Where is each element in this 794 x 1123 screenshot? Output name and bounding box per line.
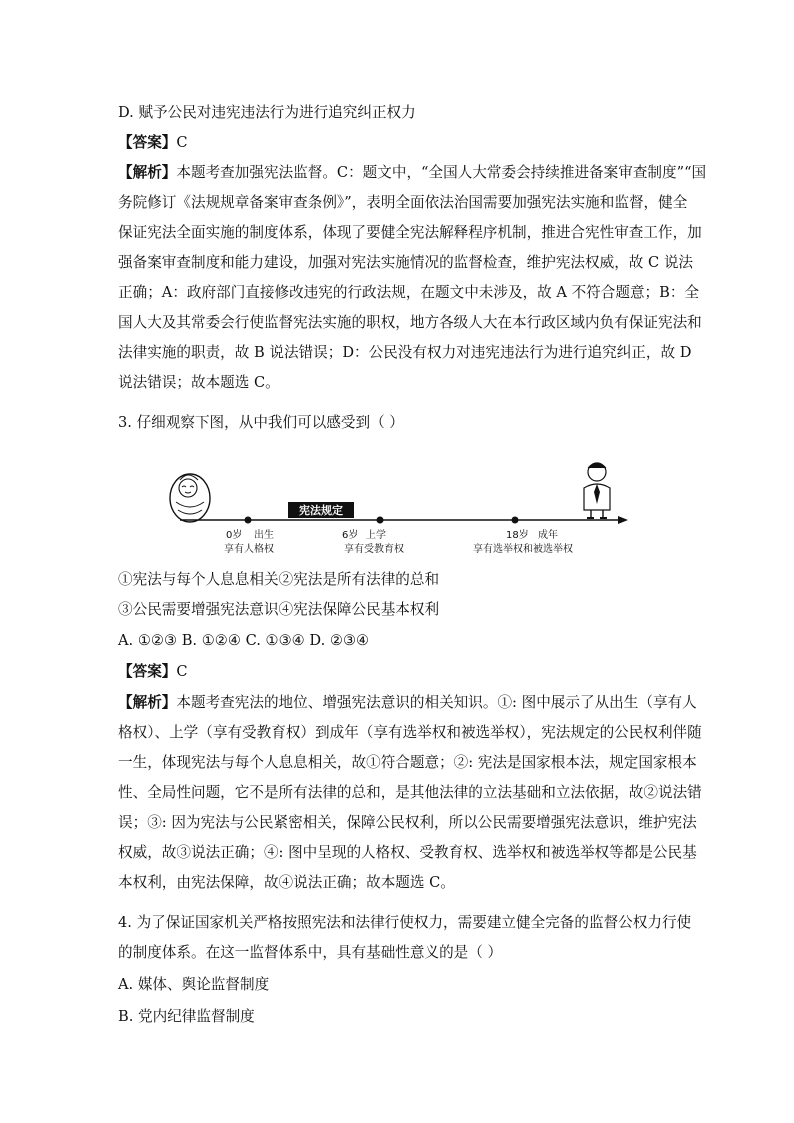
q3-analysis-line-6: 权威，故③说法正确；④: 图中呈现的人格权、受教育权、选举权和被选举权等都是公民基 [118, 844, 697, 861]
q3-analysis-line-3: 一生，体现宪法与每个人息息相关，故①符合题意；②: 宪法是国家根本法，规定国家根本 [118, 754, 697, 771]
q2-option-d: D. 赋予公民对违宪违法行为进行追究纠正权力 [118, 104, 416, 121]
analysis-text: 本题考查宪法的地位、增强宪法意识的相关知识。①: 图中展示了从出生（享有人 [176, 694, 697, 711]
q3-statements-1: ①宪法与每个人息息相关②宪法是所有法律的总和 [118, 571, 440, 588]
q2-analysis-line-5: 正确；A：政府部门直接修改违宪的行政法规，在题文中未涉及，故 A 不符合题意；B：全 [118, 284, 700, 301]
analysis-text: 本题考查加强宪法监督。C：题文中，“全国人大常委会持续推进备案审查制度”“国 [176, 164, 707, 181]
point-age: 18岁 [506, 530, 529, 541]
timeline-arrow [618, 516, 628, 524]
q3-answer [118, 662, 188, 682]
q2-analysis-line-2: 务院修订《法规规章备案审查条例》”，表明全面依法治国需要加强宪法实施和监督，健全 [118, 194, 688, 211]
point-event: 上学 [366, 530, 386, 541]
point-event: 出生 [254, 530, 274, 541]
q3-analysis-line-1 [118, 693, 697, 713]
q3-analysis-line-7: 本权利，由宪法保障，故④说法正确；故本题选 C。 [118, 874, 455, 891]
q2-analysis-line-1 [118, 163, 706, 183]
badge-label: 宪法规定 [299, 504, 343, 517]
adult-icon [584, 463, 610, 518]
q2-analysis-line-6: 国人大及其常委会行使监督宪法实施的职权，地方各级人大在本行政区域内负有保证宪法和 [118, 314, 702, 331]
baby-icon [170, 474, 210, 522]
point-right: 享有选举权和被选举权 [473, 544, 573, 555]
answer-tag: 【答案】 [118, 134, 177, 151]
q4-stem-line-2: 的制度体系。在这一监督体系中，具有基础性意义的是（ ） [118, 944, 503, 961]
timeline-figure [160, 458, 640, 568]
q2-analysis-line-8: 说法错误；故本题选 C。 [118, 374, 280, 391]
q3-analysis-line-4: 性、全局性问题，它不是所有法律的总和，是其他法律的立法基础和立法依据，故②说法错 [118, 784, 702, 801]
q3-options: A. ①②③ B. ①②④ C. ①③④ D. ②③④ [118, 632, 370, 649]
q3-stem: 3. 仔细观察下图，从中我们可以感受到（ ） [118, 414, 404, 431]
timeline-svg [160, 458, 640, 568]
timeline-dot-adult [512, 517, 519, 524]
analysis-tag: 【解析】 [118, 164, 177, 181]
answer-value: C [176, 663, 188, 680]
point-age: 0岁 [226, 530, 243, 541]
q2-analysis-line-7: 法律实施的职责，故 B 说法错误；D：公民没有权力对违宪违法行为进行追究纠正，故 D [118, 344, 692, 361]
q3-analysis-line-2: 格权）、上学（享有受教育权）到成年（享有选举权和被选举权），宪法规定的公民权利伴随 [118, 724, 702, 741]
answer-value: C [176, 134, 188, 151]
q4-stem-line-1: 4. 为了保证国家机关严格按照宪法和法律行使权力，需要建立健全完备的监督公权力行使 [118, 914, 692, 931]
point-event: 成年 [538, 530, 558, 541]
timeline-dot-school [377, 517, 384, 524]
q2-analysis-line-3: 保证宪法全面实施的制度体系，体现了要健全宪法解释程序机制，推进合宪性审查工作，加 [118, 224, 702, 241]
answer-tag: 【答案】 [118, 663, 177, 680]
analysis-tag: 【解析】 [118, 694, 177, 711]
q2-analysis-line-4: 强备案审查制度和能力建设，加强对宪法实施情况的监督检查，维护宪法权威，故 C 说法 [118, 254, 694, 271]
q4-option-b: B. 党内纪律监督制度 [118, 1008, 255, 1025]
q2-answer [118, 133, 188, 153]
q3-analysis-line-5: 误；③: 因为宪法与公民紧密相关，保障公民权利，所以公民需要增强宪法意识，维护宪法 [118, 814, 697, 831]
point-age: 6岁 [342, 530, 359, 541]
q3-statements-2: ③公民需要增强宪法意识④宪法保障公民基本权利 [118, 601, 440, 618]
q4-option-a: A. 媒体、舆论监督制度 [118, 976, 270, 993]
point-right: 享有人格权 [224, 544, 274, 555]
point-right: 享有受教育权 [344, 544, 404, 555]
timeline-dot-birth [245, 517, 252, 524]
